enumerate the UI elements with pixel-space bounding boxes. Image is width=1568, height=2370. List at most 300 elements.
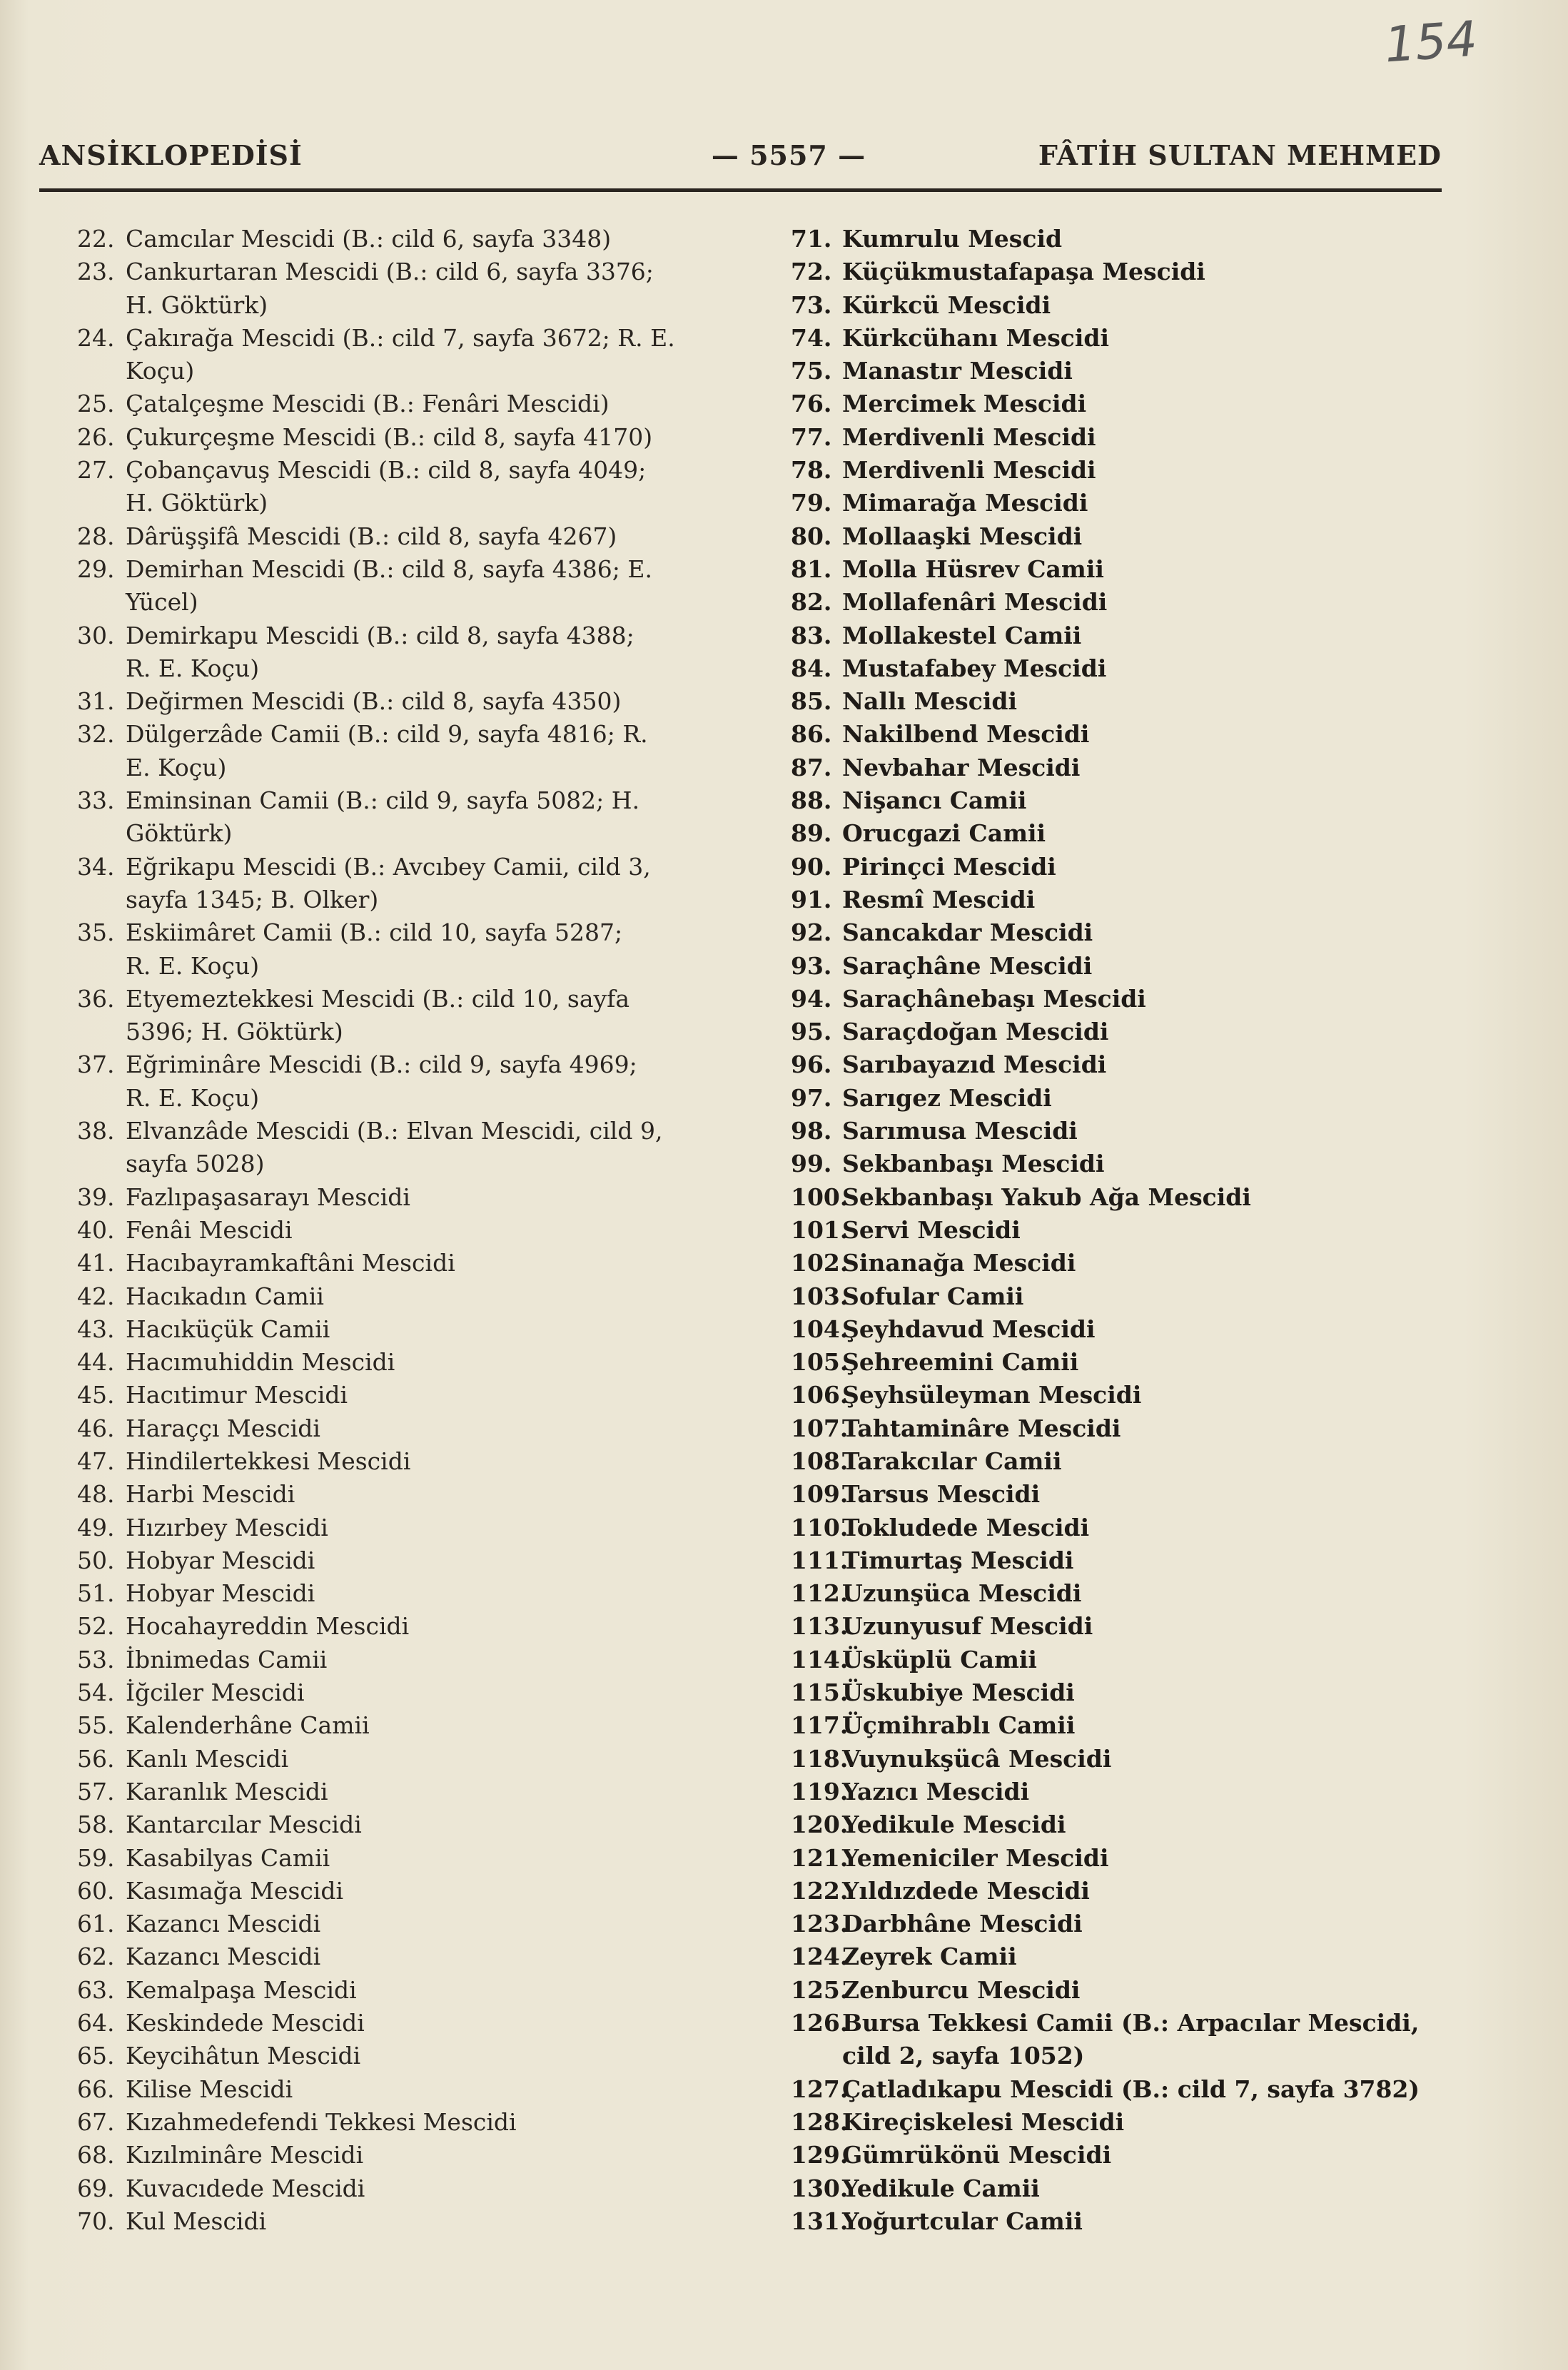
- item-text: Kilise Mescidi: [126, 2075, 293, 2103]
- item-number: 55.: [77, 1711, 115, 1740]
- item-text: Saraçhâne Mescidi: [842, 951, 1093, 980]
- item-number: 128.: [791, 2107, 849, 2136]
- item-number: 54.: [77, 1678, 115, 1707]
- list-item: [791, 454, 1447, 487]
- item-number: 114.: [791, 1645, 849, 1673]
- item-number: 24.: [77, 323, 115, 352]
- item-text: Mustafabey Mescidi: [842, 654, 1107, 682]
- item-text: Hobyar Mescidi: [126, 1579, 315, 1608]
- item-number: 64.: [77, 2009, 115, 2037]
- item-text: Nişancı Camii: [842, 786, 1027, 815]
- item-number: 77.: [791, 422, 832, 451]
- item-number: 97.: [791, 1083, 832, 1112]
- list-item: [77, 1908, 734, 1940]
- item-text: Üçmihrablı Camii: [842, 1711, 1076, 1740]
- list-item: [77, 322, 734, 388]
- item-text: Haraççı Mescidi: [126, 1414, 320, 1442]
- list-item: [77, 2106, 734, 2139]
- list-item: [77, 685, 734, 718]
- item-number: 99.: [791, 1150, 832, 1178]
- item-text-continuation: Koçu): [126, 357, 195, 385]
- item-number: 104.: [791, 1315, 849, 1343]
- item-number: 108.: [791, 1447, 849, 1475]
- list-item: [791, 1544, 1447, 1577]
- item-number: 79.: [791, 489, 832, 517]
- item-number: 83.: [791, 621, 832, 649]
- item-number: 96.: [791, 1050, 832, 1079]
- list-item: [77, 1445, 734, 1478]
- item-text: Nevbahar Mescidi: [842, 753, 1081, 781]
- list-item: [77, 1313, 734, 1346]
- item-number: 38.: [77, 1117, 115, 1145]
- item-text: Dülgerzâde Camii (B.: cild 9, sayfa 4816; R.: [126, 720, 648, 749]
- item-text-continuation: cild 2, sayfa 1052): [842, 2042, 1085, 2070]
- item-number: 80.: [791, 522, 832, 550]
- item-text: Nakilbend Mescidi: [842, 720, 1090, 749]
- item-text: Hobyar Mescidi: [126, 1546, 315, 1574]
- item-text: Mollafenâri Mescidi: [842, 588, 1108, 617]
- item-text: Darbhâne Mescidi: [842, 1910, 1083, 1938]
- item-number: 84.: [791, 654, 832, 682]
- list-item: [791, 1644, 1447, 1676]
- list-item: [791, 520, 1447, 553]
- list-item: [791, 1676, 1447, 1709]
- item-number: 74.: [791, 323, 832, 352]
- list-item: [77, 1875, 734, 1908]
- list-item: [791, 255, 1447, 288]
- item-text: Kasabilyas Camii: [126, 1843, 330, 1872]
- item-text: Hacıküçük Camii: [126, 1315, 330, 1343]
- list-item: [77, 1676, 734, 1709]
- list-item: [77, 1412, 734, 1445]
- item-number: 86.: [791, 720, 832, 749]
- item-number: 26.: [77, 422, 115, 451]
- item-text: Tokludede Mescidi: [842, 1513, 1090, 1541]
- item-text: Resmî Mescidi: [842, 885, 1036, 913]
- list-item: [791, 1974, 1447, 2007]
- item-number: 110.: [791, 1513, 849, 1541]
- item-number: 122.: [791, 1876, 849, 1905]
- list-item: [77, 2073, 734, 2106]
- item-number: 48.: [77, 1480, 115, 1509]
- item-text: Şeyhsüleyman Mescidi: [842, 1381, 1142, 1409]
- item-text: Hacıtimur Mescidi: [126, 1381, 348, 1409]
- list-item: [791, 950, 1447, 983]
- item-text: Mollaaşki Mescidi: [842, 522, 1083, 550]
- item-number: 53.: [77, 1645, 115, 1673]
- list-item: [77, 1974, 734, 2007]
- item-text: Mercimek Mescidi: [842, 390, 1087, 418]
- item-number: 62.: [77, 1943, 115, 1971]
- item-text: Keskindede Mescidi: [126, 2009, 365, 2037]
- list-item: [791, 1082, 1447, 1115]
- item-text: Sancakdar Mescidi: [842, 918, 1093, 947]
- list-item: [77, 553, 734, 619]
- list-item: [77, 1214, 734, 1247]
- list-item: [791, 1610, 1447, 1643]
- item-text: Zenburcu Mescidi: [842, 1975, 1081, 2004]
- item-number: 105.: [791, 1348, 849, 1377]
- list-item: [77, 2007, 734, 2040]
- item-text: Eğrikapu Mescidi (B.: Avcıbey Camii, cild 3,: [126, 852, 651, 881]
- item-number: 91.: [791, 885, 832, 913]
- list-item: [791, 1048, 1447, 1081]
- item-number: 117.: [791, 1711, 849, 1740]
- item-number: 51.: [77, 1579, 115, 1608]
- list-item: [791, 1148, 1447, 1180]
- item-text: Camcılar Mescidi (B.: cild 6, sayfa 3348): [126, 225, 612, 253]
- item-number: 131.: [791, 2207, 849, 2235]
- list-item: [77, 1644, 734, 1676]
- list-item: [791, 2007, 1447, 2073]
- list-item: [791, 751, 1447, 784]
- item-text: Sarıbayazıd Mescidi: [842, 1050, 1107, 1079]
- list-item: [77, 454, 734, 520]
- item-number: 127.: [791, 2075, 849, 2103]
- list-item: [77, 255, 734, 322]
- item-number: 89.: [791, 819, 832, 848]
- item-number: 61.: [77, 1910, 115, 1938]
- item-text: Çakırağa Mescidi (B.: cild 7, sayfa 3672; R. E.: [126, 323, 675, 352]
- item-number: 37.: [77, 1050, 115, 1079]
- item-number: 60.: [77, 1876, 115, 1905]
- list-item: [791, 883, 1447, 916]
- item-text: Yemeniciler Mescidi: [842, 1843, 1109, 1872]
- list-item: [77, 784, 734, 851]
- item-text: Şehreemini Camii: [842, 1348, 1079, 1377]
- item-text: Manastır Mescidi: [842, 357, 1073, 385]
- item-text-continuation: E. Koçu): [126, 753, 227, 781]
- item-number: 101.: [791, 1215, 849, 1244]
- item-number: 111.: [791, 1546, 849, 1574]
- list-item: [791, 1214, 1447, 1247]
- list-item: [77, 2205, 734, 2238]
- item-number: 71.: [791, 225, 832, 253]
- item-text: Sekbanbaşı Mescidi: [842, 1150, 1105, 1178]
- item-text: Çukurçeşme Mescidi (B.: cild 8, sayfa 4170): [126, 422, 653, 451]
- item-text: Hızırbey Mescidi: [126, 1513, 328, 1541]
- item-text: Değirmen Mescidi (B.: cild 8, sayfa 4350): [126, 687, 622, 716]
- list-item: [791, 289, 1447, 322]
- item-number: 95.: [791, 1018, 832, 1046]
- item-number: 22.: [77, 225, 115, 253]
- item-text: Hacıbayramkaftâni Mescidi: [126, 1249, 455, 1277]
- item-text: Kireçiskelesi Mescidi: [842, 2107, 1125, 2136]
- item-text: Yazıcı Mescidi: [842, 1777, 1030, 1806]
- list-item: [791, 1842, 1447, 1875]
- item-number: 123.: [791, 1910, 849, 1938]
- item-number: 129.: [791, 2141, 849, 2169]
- list-item: [791, 1776, 1447, 1808]
- item-text: İbnimedas Camii: [126, 1645, 328, 1673]
- item-text: Şeyhdavud Mescidi: [842, 1315, 1096, 1343]
- list-item: [791, 1115, 1447, 1148]
- list-item: [77, 1940, 734, 1973]
- item-text: Tarsus Mescidi: [842, 1480, 1041, 1509]
- item-number: 92.: [791, 918, 832, 947]
- item-text: Kemalpaşa Mescidi: [126, 1975, 357, 2004]
- item-text: Kasımağa Mescidi: [126, 1876, 344, 1905]
- item-number: 66.: [77, 2075, 115, 2103]
- handwritten-page-number: 154: [1382, 11, 1480, 74]
- item-text: Sofular Camii: [842, 1282, 1024, 1310]
- list-item: [791, 1478, 1447, 1511]
- item-number: 67.: [77, 2107, 115, 2136]
- item-number: 36.: [77, 984, 115, 1013]
- item-number: 32.: [77, 720, 115, 749]
- header-right-title: FÂTİH SULTAN MEHMED: [1038, 139, 1442, 171]
- item-text: Sinanağa Mescidi: [842, 1249, 1076, 1277]
- item-text-continuation: R. E. Koçu): [126, 1083, 260, 1112]
- item-text: Uzunşüca Mescidi: [842, 1579, 1082, 1608]
- item-text: Sarımusa Mescidi: [842, 1117, 1078, 1145]
- page-number: — 5557 —: [711, 139, 866, 171]
- item-number: 119.: [791, 1777, 849, 1806]
- item-text: Nallı Mescidi: [842, 687, 1017, 716]
- item-number: 130.: [791, 2174, 849, 2202]
- item-text: Servi Mescidi: [842, 1215, 1021, 1244]
- list-item: [791, 1875, 1447, 1908]
- item-number: 33.: [77, 786, 115, 815]
- item-text: Fazlıpaşasarayı Mescidi: [126, 1183, 410, 1211]
- item-number: 57.: [77, 1777, 115, 1806]
- list-item: [791, 1743, 1447, 1776]
- item-number: 56.: [77, 1744, 115, 1773]
- item-text: Elvanzâde Mescidi (B.: Elvan Mescidi, cild 9,: [126, 1117, 663, 1145]
- list-item: [77, 916, 734, 983]
- item-number: 87.: [791, 753, 832, 781]
- item-number: 46.: [77, 1414, 115, 1442]
- list-item: [791, 1181, 1447, 1214]
- list-item: [77, 1247, 734, 1280]
- list-item: [791, 685, 1447, 718]
- item-text: Çatalçeşme Mescidi (B.: Fenâri Mescidi): [126, 390, 610, 418]
- list-item: [77, 1280, 734, 1313]
- item-text: Sarıgez Mescidi: [842, 1083, 1052, 1112]
- item-number: 23.: [77, 258, 115, 286]
- list-item: [791, 388, 1447, 420]
- item-number: 69.: [77, 2174, 115, 2202]
- item-text-continuation: R. E. Koçu): [126, 951, 260, 980]
- list-item: [791, 2172, 1447, 2205]
- item-text: Kızahmedefendi Tekkesi Mescidi: [126, 2107, 517, 2136]
- item-number: 81.: [791, 554, 832, 583]
- item-text: Merdivenli Mescidi: [842, 456, 1096, 485]
- list-item: [77, 1776, 734, 1808]
- item-text: Hacımuhiddin Mescidi: [126, 1348, 395, 1377]
- item-text-continuation: sayfa 1345; B. Olker): [126, 885, 379, 913]
- list-item: [77, 388, 734, 420]
- item-number: 93.: [791, 951, 832, 980]
- list-item: [77, 1842, 734, 1875]
- list-item: [77, 1544, 734, 1577]
- item-number: 68.: [77, 2141, 115, 2169]
- item-number: 47.: [77, 1447, 115, 1475]
- list-item: [77, 619, 734, 686]
- item-text: İğciler Mescidi: [126, 1678, 305, 1707]
- list-item: [791, 1280, 1447, 1313]
- list-item: [791, 553, 1447, 586]
- list-item: [791, 586, 1447, 619]
- list-item: [77, 851, 734, 917]
- item-number: 124.: [791, 1943, 849, 1971]
- item-number: 100.: [791, 1183, 849, 1211]
- item-number: 40.: [77, 1215, 115, 1244]
- list-item: [77, 718, 734, 784]
- item-text: Eğriminâre Mescidi (B.: cild 9, sayfa 4969;: [126, 1050, 637, 1079]
- item-text: Demirhan Mescidi (B.: cild 8, sayfa 4386; E.: [126, 554, 652, 583]
- item-number: 94.: [791, 984, 832, 1013]
- list-item: [77, 421, 734, 454]
- item-text: Uzunyusuf Mescidi: [842, 1612, 1093, 1641]
- item-text: Merdivenli Mescidi: [842, 422, 1096, 451]
- item-text: Yedikule Camii: [842, 2174, 1040, 2202]
- item-text: Zeyrek Camii: [842, 1943, 1017, 1971]
- list-item: [791, 487, 1447, 520]
- item-text: Dârüşşifâ Mescidi (B.: cild 8, sayfa 4267): [126, 522, 617, 550]
- list-item: [791, 223, 1447, 255]
- item-text: Tarakcılar Camii: [842, 1447, 1062, 1475]
- item-text: Orucgazi Camii: [842, 819, 1046, 848]
- item-text: Eminsinan Camii (B.: cild 9, sayfa 5082; H.: [126, 786, 640, 815]
- item-number: 58.: [77, 1811, 115, 1839]
- item-text: Harbi Mescidi: [126, 1480, 295, 1509]
- right-column-list: [791, 223, 1447, 2238]
- item-text: Hindilertekkesi Mescidi: [126, 1447, 411, 1475]
- item-number: 28.: [77, 522, 115, 550]
- item-text: Bursa Tekkesi Camii (B.: Arpacılar Mescidi,: [842, 2009, 1420, 2037]
- item-number: 45.: [77, 1381, 115, 1409]
- item-number: 118.: [791, 1744, 849, 1773]
- list-item: [791, 1445, 1447, 1478]
- item-text: Vuynukşücâ Mescidi: [842, 1744, 1112, 1773]
- list-item: [77, 2139, 734, 2172]
- item-text: Kuvacıdede Mescidi: [126, 2174, 365, 2202]
- item-number: 73.: [791, 290, 832, 319]
- item-number: 35.: [77, 918, 115, 947]
- item-text: Kızılminâre Mescidi: [126, 2141, 364, 2169]
- list-item: [791, 2106, 1447, 2139]
- item-number: 103.: [791, 1282, 849, 1310]
- item-text: Yedikule Mescidi: [842, 1811, 1066, 1839]
- list-item: [77, 1743, 734, 1776]
- item-text-continuation: R. E. Koçu): [126, 654, 260, 682]
- item-number: 106.: [791, 1381, 849, 1409]
- list-item: [791, 1313, 1447, 1346]
- item-number: 82.: [791, 588, 832, 617]
- item-text: Timurtaş Mescidi: [842, 1546, 1074, 1574]
- list-item: [791, 718, 1447, 751]
- item-number: 115.: [791, 1678, 849, 1707]
- list-item: [77, 1511, 734, 1544]
- item-text: Pirinçci Mescidi: [842, 852, 1056, 881]
- running-header: [39, 139, 1442, 189]
- item-number: 75.: [791, 357, 832, 385]
- list-item: [791, 355, 1447, 388]
- list-item: [791, 1016, 1447, 1048]
- item-text: Kanlı Mescidi: [126, 1744, 289, 1773]
- item-text: Etyemeztekkesi Mescidi (B.: cild 10, sayfa: [126, 984, 630, 1013]
- item-text: Kazancı Mescidi: [126, 1910, 321, 1938]
- list-item: [791, 784, 1447, 817]
- item-text: Karanlık Mescidi: [126, 1777, 328, 1806]
- list-item: [791, 817, 1447, 850]
- item-number: 107.: [791, 1414, 849, 1442]
- item-text: Saraçdoğan Mescidi: [842, 1018, 1109, 1046]
- list-item: [77, 1181, 734, 1214]
- item-number: 78.: [791, 456, 832, 485]
- item-text-continuation: 5396; H. Göktürk): [126, 1018, 343, 1046]
- list-item: [791, 916, 1447, 949]
- item-text: Cankurtaran Mescidi (B.: cild 6, sayfa 3376;: [126, 258, 654, 286]
- list-item: [77, 1379, 734, 1412]
- item-text: Hacıkadın Camii: [126, 1282, 324, 1310]
- item-text: Çatladıkapu Mescidi (B.: cild 7, sayfa 3782): [842, 2075, 1420, 2103]
- item-text: Hocahayreddin Mescidi: [126, 1612, 410, 1641]
- item-text: Saraçhânebaşı Mescidi: [842, 984, 1146, 1013]
- item-number: 98.: [791, 1117, 832, 1145]
- list-item: [77, 1346, 734, 1379]
- list-item: [791, 1247, 1447, 1280]
- list-item: [791, 1908, 1447, 1940]
- item-number: 102.: [791, 1249, 849, 1277]
- list-item: [791, 1511, 1447, 1544]
- item-number: 43.: [77, 1315, 115, 1343]
- item-number: 125.: [791, 1975, 849, 2004]
- list-item: [791, 652, 1447, 685]
- header-rule: [39, 188, 1442, 192]
- list-item: [791, 1379, 1447, 1412]
- item-text: Kalenderhâne Camii: [126, 1711, 370, 1740]
- item-text: Küçükmustafapaşa Mescidi: [842, 258, 1205, 286]
- item-text: Sekbanbaşı Yakub Ağa Mescidi: [842, 1183, 1251, 1211]
- item-number: 59.: [77, 1843, 115, 1872]
- list-item: [791, 1808, 1447, 1841]
- list-item: [791, 1709, 1447, 1742]
- item-number: 42.: [77, 1282, 115, 1310]
- item-text: Mollakestel Camii: [842, 621, 1082, 649]
- item-text-continuation: Göktürk): [126, 819, 233, 848]
- item-number: 90.: [791, 852, 832, 881]
- item-number: 39.: [77, 1183, 115, 1211]
- item-number: 31.: [77, 687, 115, 716]
- item-number: 121.: [791, 1843, 849, 1872]
- item-number: 72.: [791, 258, 832, 286]
- list-item: [791, 322, 1447, 355]
- item-number: 44.: [77, 1348, 115, 1377]
- list-item: [77, 520, 734, 553]
- item-number: 109.: [791, 1480, 849, 1509]
- item-number: 49.: [77, 1513, 115, 1541]
- list-item: [77, 2040, 734, 2072]
- item-text-continuation: sayfa 5028): [126, 1150, 265, 1178]
- item-text: Yıldızdede Mescidi: [842, 1876, 1090, 1905]
- list-item: [77, 1610, 734, 1643]
- item-number: 65.: [77, 2042, 115, 2070]
- item-number: 52.: [77, 1612, 115, 1641]
- list-item: [791, 421, 1447, 454]
- item-text: Kürkcü Mescidi: [842, 290, 1051, 319]
- list-item: [77, 2172, 734, 2205]
- item-number: 41.: [77, 1249, 115, 1277]
- item-number: 113.: [791, 1612, 849, 1641]
- item-text: Keycihâtun Mescidi: [126, 2042, 361, 2070]
- item-text: Kumrulu Mescid: [842, 225, 1063, 253]
- list-item: [77, 983, 734, 1049]
- item-text: Yoğurtcular Camii: [842, 2207, 1083, 2235]
- item-text-continuation: H. Göktürk): [126, 489, 268, 517]
- item-text: Üskubiye Mescidi: [842, 1678, 1075, 1707]
